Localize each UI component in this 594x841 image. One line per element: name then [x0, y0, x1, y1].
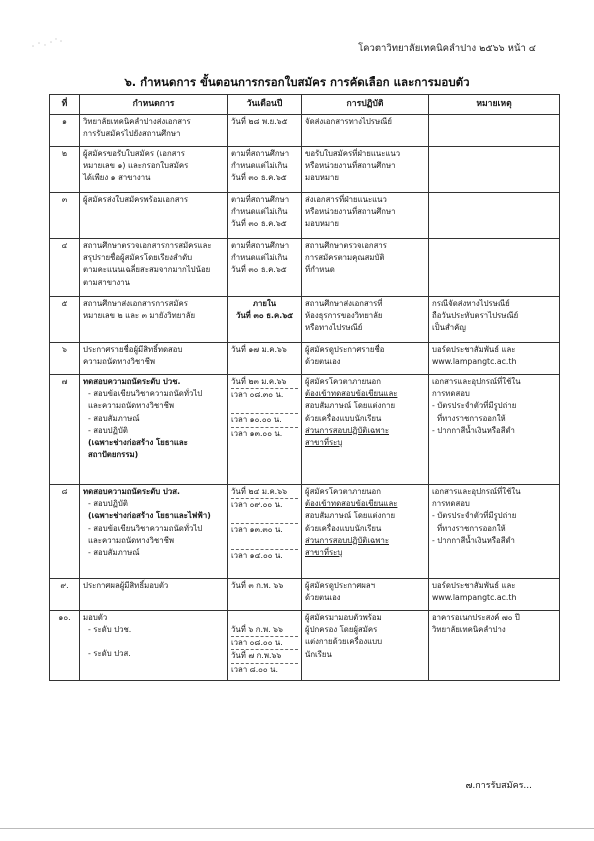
- action-line: มอบหมาย: [305, 173, 339, 183]
- row-schedule: [80, 297, 228, 343]
- row-note: [429, 579, 560, 611]
- row-date: [228, 611, 302, 681]
- row-schedule: [80, 193, 228, 239]
- row-action: [302, 485, 429, 579]
- row-num: ๕: [50, 297, 80, 343]
- note-line: ที่ทางราชการออกให้: [437, 413, 506, 423]
- row-schedule: [80, 343, 228, 375]
- action-line: ผู้สมัครโควตาภายนอก: [305, 487, 381, 497]
- row-note: [429, 193, 560, 239]
- page-header: โควตาวิทยาลัยเทคนิคลำปาง ๒๕๖๖ หน้า ๔: [358, 43, 536, 54]
- row-date: [228, 579, 302, 611]
- note-line: อาคารอเนกประสงค์ ๗๐ ปี: [432, 613, 520, 623]
- note-line: เอกสารและอุปกรณ์ที่ใช้ใน: [432, 487, 521, 497]
- action-line: ผู้สมัครดูประกาศผลฯ: [305, 581, 376, 591]
- note-line: - ปากกาสีน้ำเงินหรือสีดำ: [432, 425, 515, 435]
- action-line: ส่วนการสอบปฏิบัติเฉพาะ: [305, 535, 390, 545]
- note-line: กรณีจัดส่งทางไปรษณีย์: [432, 299, 510, 309]
- date-line: กำหนดแต่ไม่เกิน: [231, 253, 288, 263]
- note-line: ที่ทางราชการออกให้: [437, 523, 506, 533]
- action-line: ด้วยเครื่องแบบนักเรียน: [305, 413, 382, 423]
- date-line: ตามที่สถานศึกษา: [231, 195, 290, 205]
- header-date: วันเดือนปี: [228, 95, 302, 115]
- action-line: จัดส่งเอกสารทางไปรษณีย์: [305, 117, 392, 127]
- row-action: [302, 343, 429, 375]
- table-row: [50, 239, 560, 297]
- schedule-line: (เฉพาะช่างก่อสร้าง โยธาและ: [88, 437, 188, 447]
- note-line: การทดสอบ: [432, 389, 470, 399]
- action-line: หรือหน่วยงานที่สถานศึกษา: [305, 161, 396, 171]
- table-row: [50, 147, 560, 193]
- action-line: สอบสัมภาษณ์ โดยแต่งกาย: [305, 401, 396, 411]
- schedule-line: ประกาศรายชื่อผู้มีสิทธิ์ทดสอบ: [83, 345, 183, 355]
- header-num: ที่: [50, 95, 80, 115]
- schedule-line: และความถนัดทางวิชาชีพ: [88, 401, 175, 411]
- schedule-line: - ระดับ ปวช.: [88, 625, 132, 635]
- note-line: เป็นสำคัญ: [432, 323, 466, 333]
- schedule-line: - สอบปฏิบัติ: [88, 425, 128, 435]
- row-date: [228, 193, 302, 239]
- row-action: [302, 193, 429, 239]
- row-schedule: [80, 375, 228, 485]
- row-schedule: [80, 579, 228, 611]
- schedule-line: สถานศึกษาตรวจเอกสารการสมัครและ: [83, 241, 212, 251]
- row-schedule: [80, 611, 228, 681]
- action-line: ด้วยเครื่องแบบนักเรียน: [305, 523, 382, 533]
- date-line: เวลา ๑๔.๐๐ น.: [231, 549, 298, 562]
- action-line: ด้วยตนเอง: [305, 357, 341, 367]
- row-action: [302, 297, 429, 343]
- date-line: เวลา ๑๐.๐๐ น.: [231, 413, 298, 426]
- action-line: สถานศึกษาส่งเอกสารที่: [305, 299, 383, 309]
- date-line: เวลา ๑๓.๓๐ น.: [231, 523, 298, 536]
- schedule-line: มอบตัว: [83, 613, 108, 623]
- schedule-line: สรุปรายชื่อผู้สมัครโดยเรียงลำดับ: [83, 253, 193, 263]
- note-line: วิทยาลัยเทคนิคลำปาง: [432, 625, 506, 635]
- section-title: ๖. กำหนดการ ขั้นตอนการกรอกใบสมัคร การคัดเลือก และการมอบตัว: [124, 75, 470, 89]
- row-note: [429, 297, 560, 343]
- action-line: ต้องเข้าทดสอบข้อเขียนและ: [305, 499, 398, 509]
- action-line: หรือหน่วยงานที่สถานศึกษา: [305, 207, 396, 217]
- continued-footer: ๗.การรับสมัคร...: [465, 781, 532, 791]
- table-row: [50, 115, 560, 147]
- schedule-line: และความถนัดทางวิชาชีพ: [88, 535, 175, 545]
- row-schedule: [80, 485, 228, 579]
- action-line: ห้องธุรการของวิทยาลัย: [305, 311, 383, 321]
- row-schedule: [80, 115, 228, 147]
- row-note: [429, 375, 560, 485]
- schedule-line: - สอบสัมภาษณ์: [88, 547, 140, 557]
- row-action: [302, 579, 429, 611]
- action-line: ผู้ปกครอง โดยผู้สมัคร: [305, 625, 378, 635]
- date-line: วันที่ ๗ ก.พ.๖๖: [231, 649, 298, 662]
- schedule-line: ผู้สมัครขอรับใบสมัคร (เอกสาร: [83, 149, 185, 159]
- action-line: แต่งกายด้วยเครื่องแบบ: [305, 637, 383, 647]
- note-line: www.lampangtc.ac.th: [432, 593, 517, 603]
- note-line: www.lampangtc.ac.th: [432, 357, 517, 367]
- date-line: เวลา ๐๙.๐๐ น.: [231, 498, 298, 511]
- row-note: [429, 343, 560, 375]
- row-num: ๙.: [50, 579, 80, 611]
- action-line: สถานศึกษาตรวจเอกสาร: [305, 241, 387, 251]
- stamp-mark: [30, 34, 64, 50]
- date-line: เวลา ๑๓.๐๐ น.: [231, 427, 298, 440]
- schedule-line: หมายเลข ๒ และ ๓ มายังวิทยาลัย: [83, 311, 196, 321]
- row-note: [429, 147, 560, 193]
- note-line: - บัตรประจำตัวที่มีรูปถ่าย: [432, 511, 517, 521]
- date-line: วันที่ ๒๘ พ.ย.๖๕: [231, 117, 288, 127]
- schedule-line: วิทยาลัยเทคนิคลำปางส่งเอกสาร: [83, 117, 191, 127]
- note-line: บอร์ดประชาสัมพันธ์ และ: [432, 345, 516, 355]
- row-num: ๑: [50, 115, 80, 147]
- row-date: [228, 147, 302, 193]
- row-date: [228, 343, 302, 375]
- schedule-line: ได้เพียง ๑ สาขางาน: [83, 173, 151, 183]
- table-row: [50, 579, 560, 611]
- note-line: ถือวันประทับตราไปรษณีย์: [432, 311, 519, 321]
- schedule-table: [49, 94, 560, 681]
- schedule-line: สถาปัตยกรรม): [88, 449, 139, 459]
- table-header-row: [50, 95, 560, 115]
- row-date: [228, 239, 302, 297]
- action-line: ผู้สมัครดูประกาศรายชื่อ: [305, 345, 385, 355]
- table-row: [50, 375, 560, 485]
- action-line: ด้วยตนเอง: [305, 593, 341, 603]
- date-line: กำหนดแต่ไม่เกิน: [231, 207, 288, 217]
- header-schedule: กำหนดการ: [80, 95, 228, 115]
- note-line: การทดสอบ: [432, 499, 470, 509]
- schedule-line: ทดสอบความถนัดระดับ ปวช.: [83, 377, 181, 387]
- row-action: [302, 147, 429, 193]
- row-action: [302, 611, 429, 681]
- date-line: วันที่ ๓ ก.พ. ๖๖: [231, 581, 284, 591]
- action-line: ส่วนการสอบปฏิบัติเฉพาะ: [305, 425, 390, 435]
- row-action: [302, 115, 429, 147]
- action-line: ผู้สมัครโควตาภายนอก: [305, 377, 381, 387]
- row-num: ๘: [50, 485, 80, 579]
- row-action: [302, 375, 429, 485]
- header-note: หมายเหตุ: [429, 95, 560, 115]
- date-line: วันที่ ๒๓ ม.ค.๖๖: [231, 377, 287, 387]
- schedule-line: หมายเลข ๑) และกรอกใบสมัคร: [83, 161, 189, 171]
- row-schedule: [80, 147, 228, 193]
- date-line: วันที่ ๓๐ ธ.ค.๖๕: [235, 311, 294, 321]
- action-line: นักเรียน: [305, 649, 332, 659]
- action-line: สาขาที่ระบุ: [305, 547, 343, 557]
- schedule-line: ตามคะแนนเฉลี่ยสะสมจากมากไปน้อย: [83, 265, 211, 275]
- action-line: ต้องเข้าทดสอบข้อเขียนและ: [305, 389, 398, 399]
- table-row: [50, 297, 560, 343]
- schedule-line: - ระดับ ปวส.: [88, 649, 131, 659]
- row-num: ๓: [50, 193, 80, 239]
- row-date: [228, 375, 302, 485]
- date-line: วันที่ ๓๐ ธ.ค.๖๕: [231, 219, 287, 229]
- row-num: ๒: [50, 147, 80, 193]
- action-line: สาขาที่ระบุ: [305, 437, 343, 447]
- date-line: เวลา ๐๘.๐๐ น.: [231, 636, 298, 649]
- action-line: สอบสัมภาษณ์ โดยแต่งกาย: [305, 511, 396, 521]
- date-line: กำหนดแต่ไม่เกิน: [231, 161, 288, 171]
- schedule-line: - สอบข้อเขียนวิชาความถนัดทั่วไป: [88, 523, 203, 533]
- table-row: [50, 193, 560, 239]
- date-line: วันที่ ๓๐ ธ.ค.๖๕: [231, 265, 287, 275]
- row-date: [228, 115, 302, 147]
- date-line: วันที่ ๑๗ ม.ค.๖๖: [231, 345, 287, 355]
- action-line: หรือทางไปรษณีย์: [305, 323, 363, 333]
- bottom-rule: [0, 828, 594, 829]
- action-line: การสมัครตามคุณสมบัติ: [305, 253, 385, 263]
- table-row: [50, 485, 560, 579]
- table-row: [50, 343, 560, 375]
- note-line: - ปากกาสีน้ำเงินหรือสีดำ: [432, 535, 515, 545]
- table-row: [50, 611, 560, 681]
- schedule-line: ความถนัดทางวิชาชีพ: [83, 357, 156, 367]
- date-line: วันที่ ๖ ก.พ. ๖๖: [231, 625, 283, 635]
- date-line: วันที่ ๓๐ ธ.ค.๖๕: [231, 173, 287, 183]
- date-line: เวลา ๐๘.๓๐ น.: [231, 388, 298, 401]
- row-date: [228, 485, 302, 579]
- action-line: ที่กำหนด: [305, 265, 335, 275]
- schedule-line: ทดสอบความถนัดระดับ ปวส.: [83, 487, 180, 497]
- schedule-line: สถานศึกษาส่งเอกสารการสมัคร: [83, 299, 188, 309]
- schedule-line: ผู้สมัครส่งใบสมัครพร้อมเอกสาร: [83, 195, 189, 205]
- row-date: [228, 297, 302, 343]
- row-schedule: [80, 239, 228, 297]
- action-line: ส่งเอกสารที่ฝ่ายแนะแนว: [305, 195, 387, 205]
- schedule-line: (เฉพาะช่างก่อสร้าง โยธาและไฟฟ้า): [88, 511, 211, 521]
- row-action: [302, 239, 429, 297]
- schedule-line: - สอบปฏิบัติ: [88, 499, 128, 509]
- note-line: - บัตรประจำตัวที่มีรูปถ่าย: [432, 401, 517, 411]
- row-note: [429, 485, 560, 579]
- note-line: เอกสารและอุปกรณ์ที่ใช้ใน: [432, 377, 521, 387]
- schedule-line: - สอบข้อเขียนวิชาความถนัดทั่วไป: [88, 389, 203, 399]
- schedule-line: การรับสมัครไปยังสถานศึกษา: [83, 129, 181, 139]
- date-line: วันที่ ๒๔ ม.ค.๖๖: [231, 487, 288, 497]
- schedule-line: ตามสาขางาน: [83, 277, 130, 287]
- note-line: บอร์ดประชาสัมพันธ์ และ: [432, 581, 516, 591]
- row-num: ๔: [50, 239, 80, 297]
- action-line: มอบหมาย: [305, 219, 339, 229]
- schedule-line: ประกาศผลผู้มีสิทธิ์มอบตัว: [83, 581, 169, 591]
- row-note: [429, 611, 560, 681]
- date-line: ตามที่สถานศึกษา: [231, 149, 290, 159]
- date-line: ภายใน: [252, 299, 277, 309]
- action-line: ขอรับใบสมัครที่ฝ่ายแนะแนว: [305, 149, 401, 159]
- row-num: ๗: [50, 375, 80, 485]
- row-note: [429, 239, 560, 297]
- row-num: ๑๐.: [50, 611, 80, 681]
- schedule-line: - สอบสัมภาษณ์: [88, 413, 140, 423]
- date-line: เวลา ๘.๐๐ น.: [231, 663, 298, 676]
- header-action: การปฏิบัติ: [302, 95, 429, 115]
- date-line: ตามที่สถานศึกษา: [231, 241, 290, 251]
- row-note: [429, 115, 560, 147]
- action-line: ผู้สมัครมามอบตัวพร้อม: [305, 613, 382, 623]
- row-num: ๖: [50, 343, 80, 375]
